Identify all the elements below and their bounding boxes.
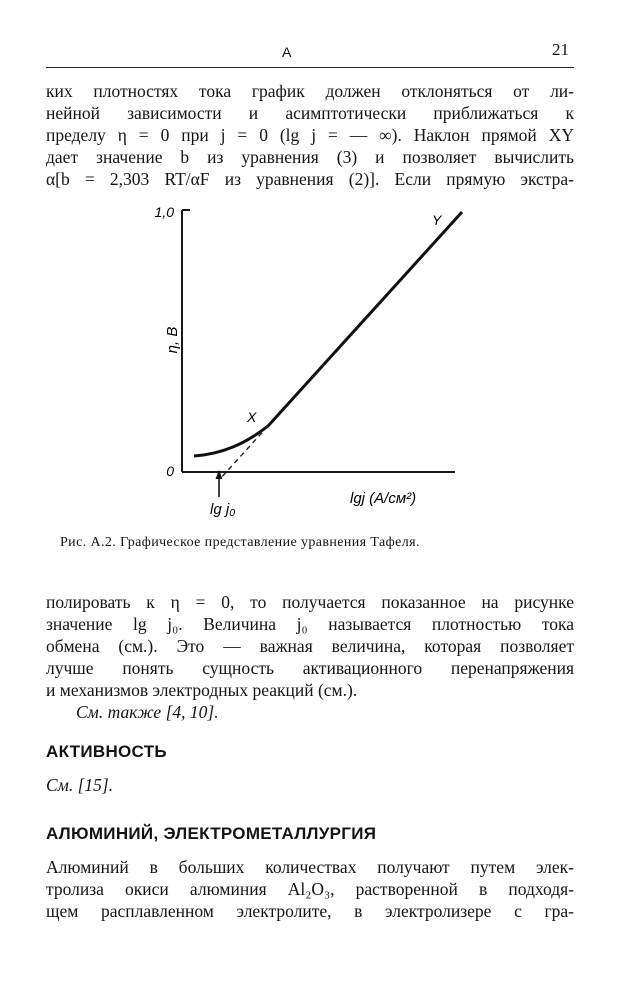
text-line: лучше понять сущность активационного перенапряжения bbox=[46, 658, 574, 678]
text-line: щем расплавленном электролите, в электролизере с гра- bbox=[46, 901, 574, 921]
x-axis-label: lgj (A/см²) bbox=[350, 490, 417, 507]
text-line: α[b = 2,303 RT/αF из уравнения (2)]. Если прямую экстра- bbox=[46, 169, 574, 189]
text-line bbox=[46, 774, 574, 796]
point-y-label: Y bbox=[432, 212, 442, 228]
text-line: тролиза окиси алюминия Al₂O₃, растворенной в подходя- bbox=[46, 879, 574, 899]
y-tick-label-top: 1,0 bbox=[154, 204, 174, 220]
page-number: 21 bbox=[552, 40, 569, 59]
cross-reference: См. [15]. bbox=[46, 775, 114, 795]
paragraph-tafel-intro bbox=[46, 80, 574, 190]
tafel-curve bbox=[194, 212, 462, 456]
text-line: нейной зависимости и асимптотически приближаться к bbox=[46, 103, 574, 123]
section-aluminium-body bbox=[46, 856, 574, 922]
tafel-plot bbox=[154, 200, 480, 530]
j0-label: lg j₀ bbox=[210, 501, 236, 518]
text-line: и механизмов электродных реакций (см.). bbox=[46, 680, 358, 700]
text-line: пределу η = 0 при j = 0 (lg j = — ∞). Наклон прямой XY bbox=[46, 125, 574, 145]
point-x-label: X bbox=[247, 409, 257, 425]
text-line: дает значение b из уравнения (3) и позволяет вычислить bbox=[46, 147, 574, 167]
see-also-note bbox=[46, 701, 574, 723]
see-also-text: См. также [4, 10]. bbox=[76, 702, 219, 722]
y-axis-label: η, В bbox=[164, 326, 181, 354]
figure-caption: Рис. А.2. Графическое представление уравнения Тафеля. bbox=[60, 535, 420, 550]
section-activity-body bbox=[46, 774, 574, 796]
text-line: полировать к η = 0, то получается показанное на рисунке bbox=[46, 592, 574, 612]
section-heading-activity: АКТИВНОСТЬ bbox=[46, 742, 167, 761]
paragraph-exchange-current bbox=[46, 591, 574, 723]
running-head-letter: А bbox=[282, 44, 292, 60]
text-line: значение lg j₀. Величина j₀ называется плотностью тока bbox=[46, 614, 574, 634]
text-line: обмена (см.). Это — важная величина, которая позволяет bbox=[46, 636, 574, 656]
header-rule bbox=[46, 67, 574, 68]
y-tick-label-zero: 0 bbox=[166, 463, 174, 479]
text-line: Алюминий в больших количествах получают путем элек- bbox=[46, 857, 574, 877]
text-line: ких плотностях тока график должен отклоняться от ли- bbox=[46, 81, 574, 101]
section-heading-aluminium: АЛЮМИНИЙ, ЭЛЕКТРОМЕТАЛЛУРГИЯ bbox=[46, 824, 377, 843]
